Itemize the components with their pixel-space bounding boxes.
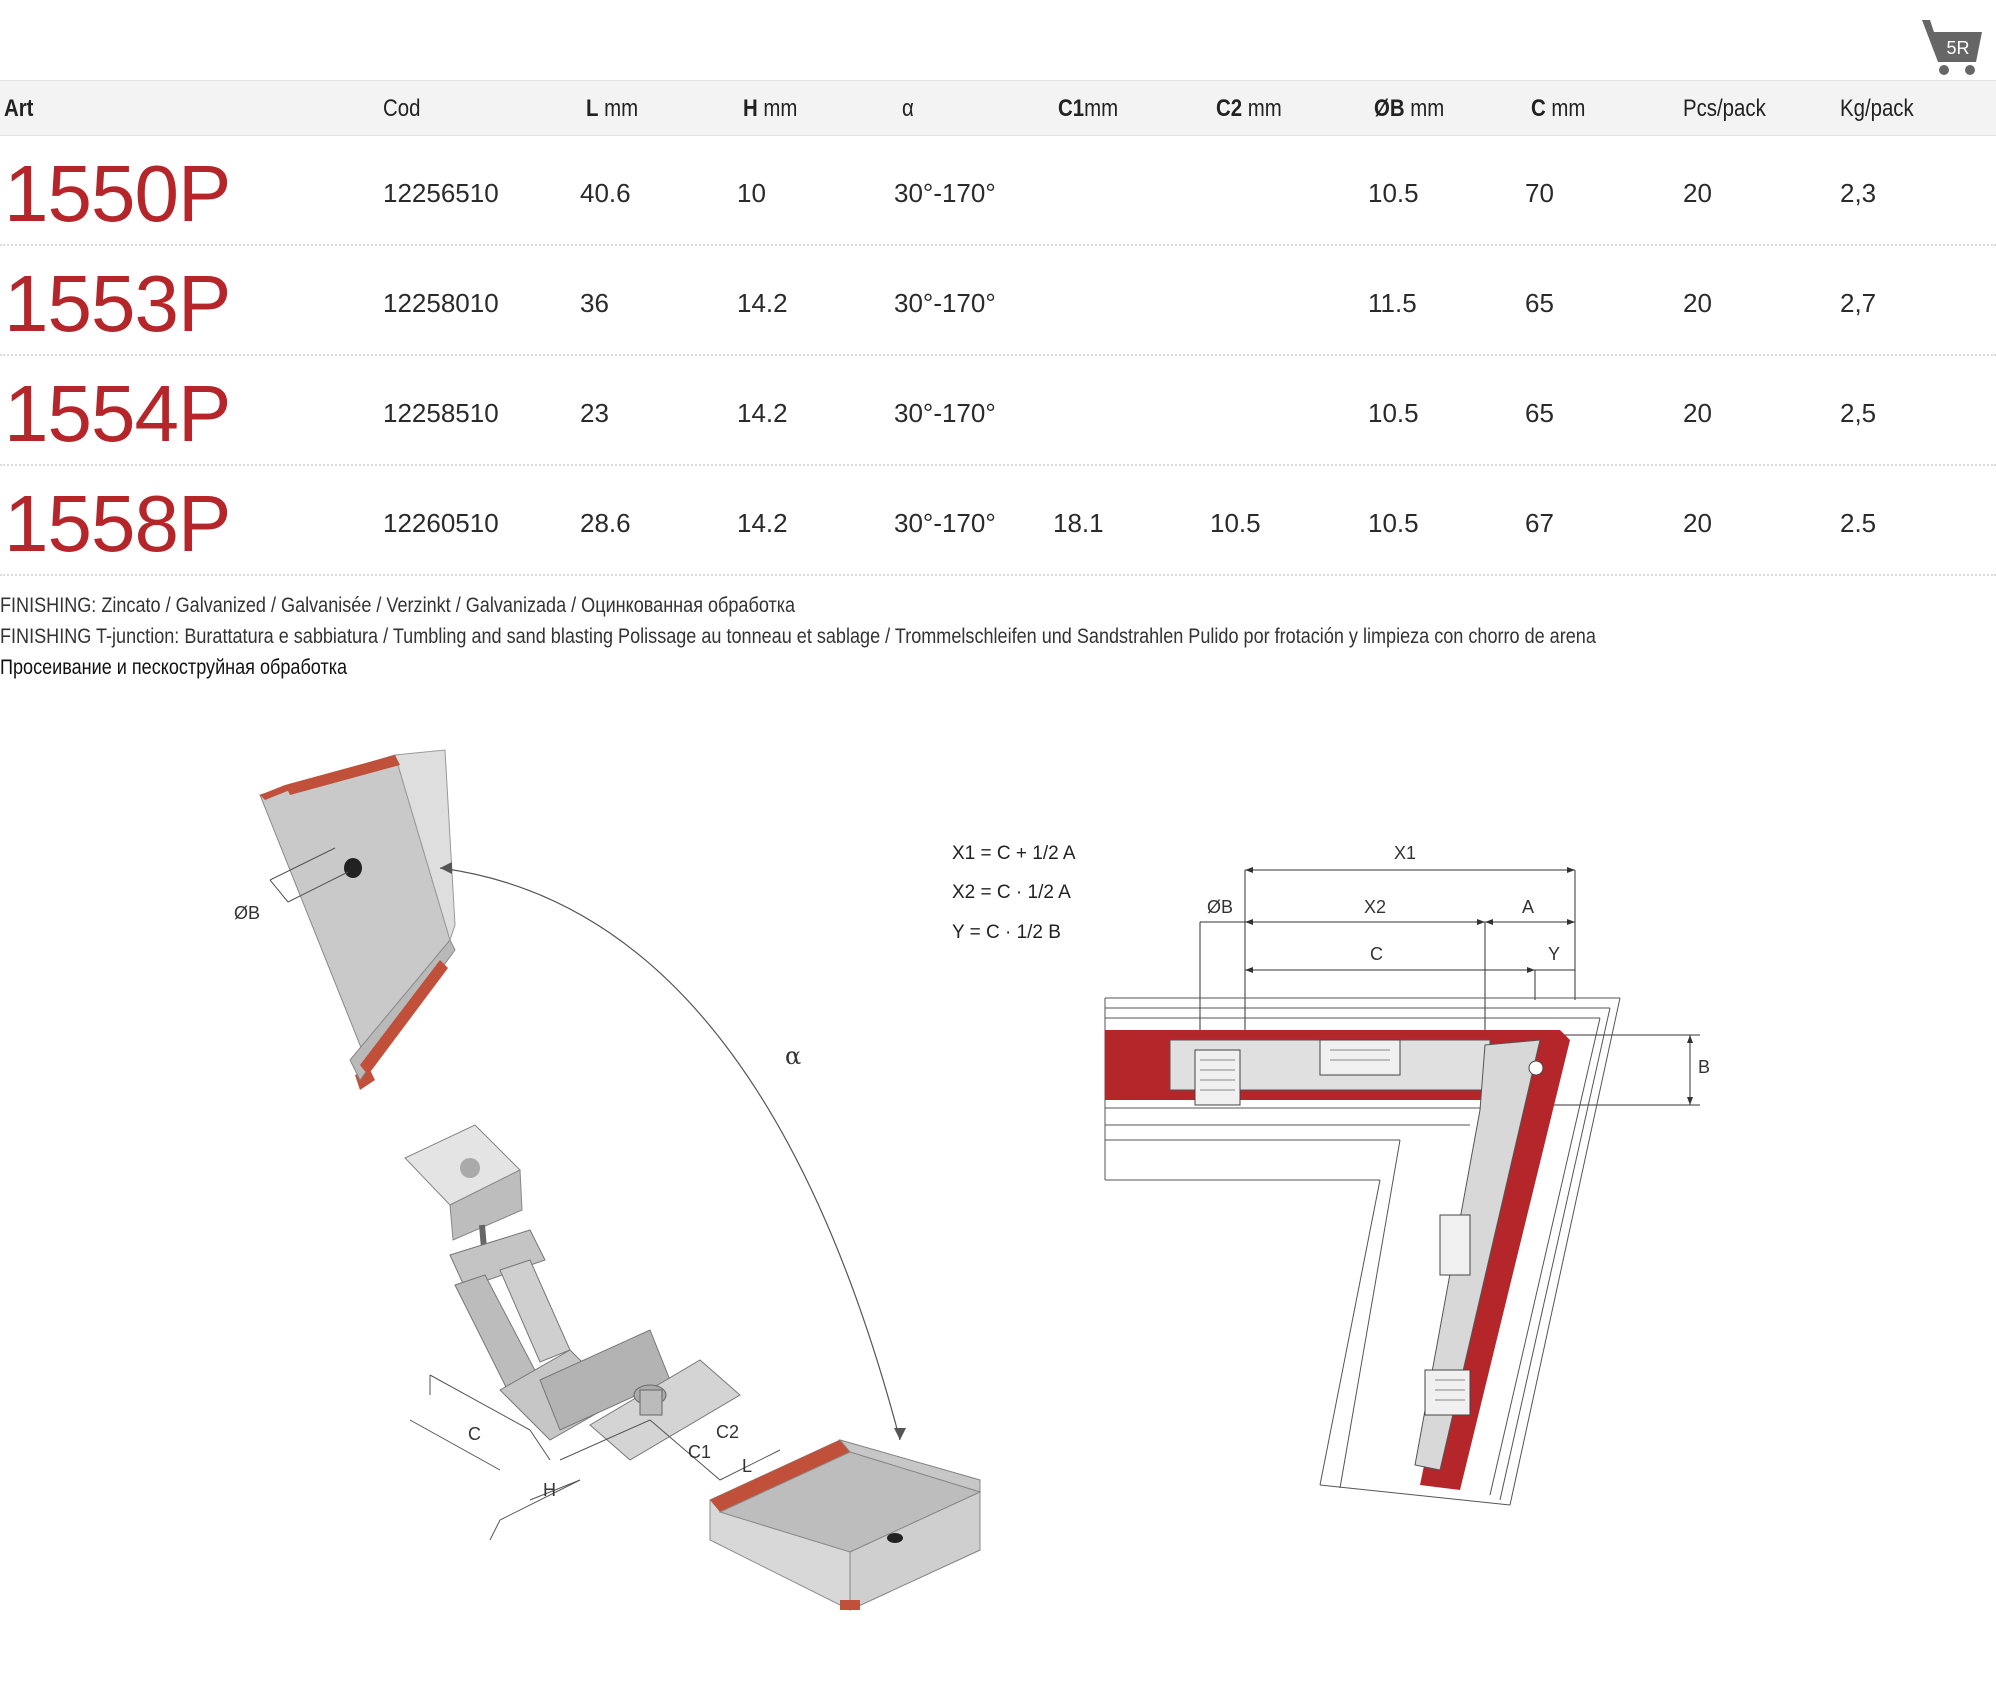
cart-icon [1918,14,1988,78]
label-a: A [1522,897,1535,917]
alpha-value: 30°-170° [894,178,996,208]
cart-badge [1918,14,1988,78]
kg-value: 2,7 [1840,288,1877,318]
h-value: 10 [737,178,766,208]
c-value: 70 [1525,178,1554,208]
label-b: ØB [234,903,261,923]
header-c1: C1mm [1058,95,1119,122]
header-cod: Cod [383,95,421,122]
label-x1: X1 [1394,843,1417,863]
label-h: H [543,1480,556,1500]
pcs-value: 20 [1683,178,1712,208]
label-l: L [742,1456,753,1476]
table-row [0,466,1996,576]
h-value: 14.2 [737,288,788,318]
b-value: 11.5 [1368,288,1417,318]
h-value: 14.2 [737,508,788,538]
label-c-section: C [1370,944,1383,964]
table-row [0,136,1996,246]
label-y: Y [1548,944,1561,964]
header-b: ØB mm [1374,95,1445,122]
art-number: 1554P [4,369,231,458]
label-b-dia: ØB [1207,897,1234,917]
finishing-line-3: Просеивание и пескоструйная обработка [0,656,348,679]
kg-value: 2.5 [1840,508,1877,538]
art-number: 1550P [4,149,231,238]
label-c1: C1 [688,1442,712,1462]
l-value: 23 [580,398,609,428]
isometric-drawing [200,740,1000,1640]
header-pcs: Pcs/pack [1683,95,1766,122]
header-c2: C2 mm [1216,95,1282,122]
formula-x1: X1 = C + 1/2 A [952,843,1076,864]
cod-value: 12258510 [383,398,499,428]
header-kg: Kg/pack [1840,95,1914,122]
header-art: Art [4,95,34,122]
b-value: 10.5 [1368,398,1419,428]
c2-value: 10.5 [1210,508,1261,538]
formula-x2: X2 = C · 1/2 A [952,882,1071,903]
label-b: B [1698,1057,1711,1077]
pcs-value: 20 [1683,288,1712,318]
art-number: 1553P [4,259,231,348]
alpha-value: 30°-170° [894,508,996,538]
alpha-value: 30°-170° [894,398,996,428]
header-c: C mm [1531,95,1586,122]
c-value: 65 [1525,398,1554,428]
finishing-line-1: FINISHING: Zincato / Galvanized / Galvanisée / Verzinkt / Galvanizada / Оцинкованная обработка [0,594,796,617]
label-alpha: α [785,1042,802,1070]
pcs-value: 20 [1683,398,1712,428]
art-number: 1558P [4,479,231,568]
table-row [0,356,1996,466]
c-value: 67 [1525,508,1554,538]
cod-value: 12260510 [383,508,499,538]
formula-y: Y = C · 1/2 B [952,922,1061,943]
finishing-line-2: FINISHING T-junction: Burattatura e sabbiatura / Tumbling and sand blasting Polissage au tonneau et sablage / Trommelschleifen und Sandstrahlen Pulido por frotación y limpieza con chorro de arena [0,625,1596,648]
c1-value: 18.1 [1053,508,1104,538]
kg-value: 2,5 [1840,398,1877,428]
header-alpha: α [902,95,914,122]
corner-section-view [1100,850,1740,1530]
label-x2: X2 [1364,897,1387,917]
cod-value: 12258010 [383,288,499,318]
h-value: 14.2 [737,398,788,428]
pcs-value: 20 [1683,508,1712,538]
product-table [0,80,1996,576]
table-row [0,246,1996,356]
l-value: 28.6 [580,508,631,538]
hinge-exploded-view [200,740,1000,1640]
l-value: 36 [580,288,609,318]
alpha-value: 30°-170° [894,288,996,318]
header-l: L mm [586,95,639,122]
kg-value: 2,3 [1840,178,1877,208]
l-value: 40.6 [580,178,631,208]
cart-badge-label: 5R [1946,38,1970,58]
b-value: 10.5 [1368,178,1419,208]
b-value: 10.5 [1368,508,1419,538]
c-value: 65 [1525,288,1554,318]
cod-value: 12256510 [383,178,499,208]
label-c: C [468,1424,481,1444]
header-h: H mm [743,95,798,122]
label-c2: C2 [716,1422,740,1442]
section-drawing [1100,843,1740,1530]
table-header [0,80,1996,136]
